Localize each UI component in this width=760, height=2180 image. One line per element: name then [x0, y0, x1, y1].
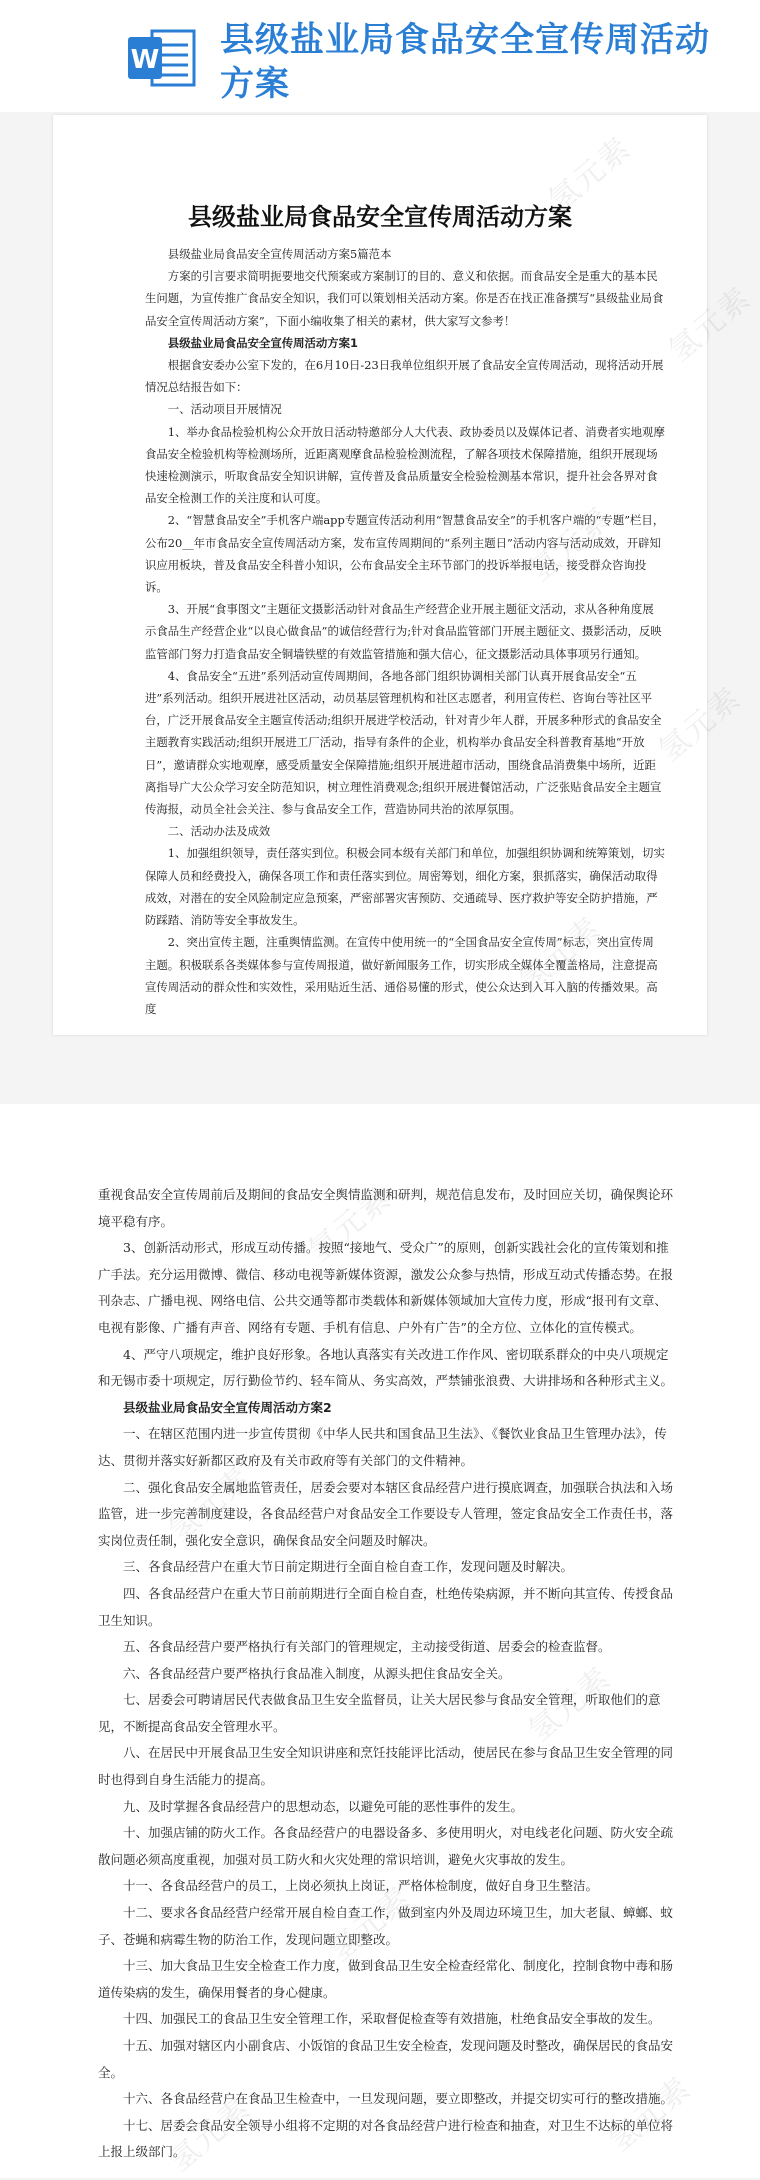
paragraph: 方案的引言要求简明扼要地交代预案或方案制订的目的、意义和依据。而食品安全是重大的基本民生问题，为宣传推广食品安全知识，我们可以策划相关活动方案。你是否在找正准备撰写“县级盐业局食品安全宣传周活动方案”，下面小编收集了相关的素材，供大家写文参考！ [145, 269, 664, 328]
paragraph: 3、创新活动形式，形成互动传播。按照“接地气、受众广”的原则，创新实践社会化的宣传策划和推广手法。充分运用微博、微信、移动电视等新媒体资源，激发公众参与热情，形成互动式传播态势。在报刊杂志、广播电视、网络电信、公共交通等都市类载体和新媒体领域加大宣传力度，形成“报刊有文章、电视有影像、广播有声音、网络有专题、手机有信息、户外有广告”的全方位、立体化的宣传模式。 [98, 1240, 674, 1335]
banner-title: 县级盐业局食品安全宣传周活动方案 [220, 20, 710, 104]
paragraph: 县级盐业局食品安全宣传周活动方案5篇范本 [167, 247, 392, 261]
paragraph: 五、各食品经营户要严格执行有关部门的管理规定，主动接受街道、居委会的检查监督。 [123, 1639, 611, 1655]
section-heading: 县级盐业局食品安全宣传周活动方案1 [167, 335, 358, 350]
watermark: 氢元素 [302, 1180, 399, 1269]
paragraph: 十五、加强对辖区内小副食店、小饭馆的食品卫生安全检查，发现问题及时整改，确保居民的食品安全。 [98, 2038, 674, 2080]
paragraph: 重视食品安全宣传周前后及期间的食品安全舆情监测和研判，规范信息发布，及时回应关切，确保舆论环境平稳有序。 [98, 1187, 674, 1229]
watermark: 氢元素 [162, 1460, 259, 1549]
watermark: 氢元素 [512, 910, 609, 999]
paragraph: 4、严守八项规定，维护良好形象。各地认真落实有关改进工作作风、密切联系群众的中央八项规定和无锡市委十项规定，厉行勤俭节约、轻车简从、务实高效，严禁铺张浪费、大讲排场和各种形式主义。 [98, 1346, 674, 1389]
paragraph: 十一、各食品经营户的员工，上岗必须执上岗证，严格体检制度，做好自身卫生整洁。 [123, 1878, 599, 1894]
paragraph: 4、食品安全“五进”系列活动宣传周期间，各地各部门组织协调相关部门认真开展食品安全“五进”系列活动。组织开展进社区活动，动员基层管理机构和社区志愿者，利用宣传栏、咨询台等社区平台，广泛开展食品安全主题宣传活动;组织开展进学校活动，针对青少年人群，开展多种形式的食品安全主题教育实践活动;组织开展进工厂活动，指导有条件的企业，机构举办食品安全科普教育基地“开放日”，邀请群众实地观摩，感受质量安全保障措施;组织开展进超市活动，围绕食品消费集中场所，近距离指导广大公众学习安全防范知识，树立理性消费观念;组织开展进餐馆活动，广泛张贴食品安全主题宣传海报，动员全社会关注、参与食品安全工作，营造协同共治的浓厚氛围。 [145, 668, 662, 817]
watermark: 氢元素 [602, 2070, 699, 2159]
watermark: 氢元素 [522, 1660, 619, 1749]
paragraph: 一、在辖区范围内进一步宣传贯彻《中华人民共和国食品卫生法》、《餐饮业食品卫生管理办法》，传达、贯彻并落实好新都区政府及有关市政府等有关部门的文件精神。 [98, 1426, 667, 1468]
svg-text:W: W [130, 45, 160, 75]
watermark: 氢元素 [542, 130, 639, 219]
paragraph: 四、各食品经营户在重大节日前前期进行全面自检自查，杜绝传染病源，并不断向其宣传、传授食品卫生知识。 [98, 1585, 674, 1628]
watermark: 氢元素 [322, 1880, 419, 1969]
paragraph: 2、突出宣传主题，注重舆情监测。在宣传中使用统一的“全国食品安全宣传周”标志，突出宣传周主题。积极联系各类媒体参与宣传周报道，做好新闻服务工作，切实形成全媒体全覆盖格局，注意提高宣传周活动的群众性和实效性，采用贴近生活、通俗易懂的形式，使公众达到入耳入脑的传播效果。高度 [145, 935, 658, 1016]
paragraph: 二、活动办法及成效 [167, 824, 271, 839]
paragraph: 六、各食品经营户要严格执行食品准入制度，从源头把住食品安全关。 [123, 1665, 511, 1681]
paragraph: 十三、加大食品卫生安全检查工作力度，做到食品卫生安全检查经常化、制度化，控制食物中毒和肠道传染病的发生，确保用餐者的身心健康。 [98, 1958, 674, 2000]
paragraph: 3、开展“食事图文”主题征文摄影活动针对食品生产经营企业开展主题征文活动，求从各种角度展示食品生产经营企业“以良心做食品”的诚信经营行为;针对食品监管部门开展主题征文、摄影活动，反映监管部门努力打造食品安全铜墙铁壁的有效监管措施和强大信心，征文摄影活动具体事项另行通知。 [145, 602, 662, 661]
paragraph: 十六、各食品经营户在食品卫生检查中，一旦发现问题，要立即整改，并提交切实可行的整改措施。 [123, 2091, 674, 2107]
paragraph: 十二、要求各食品经营户经常开展自检自查工作，做到室内外及周边环境卫生，加大老鼠、蟑螂、蚊子、苍蝇和病霉生物的防治工作，发现问题立即整改。 [98, 1905, 674, 1947]
paragraph: 1、举办食品检验机构公众开放日活动特邀部分人大代表、政协委员以及媒体记者、消费者实地观摩食品安全检验机构等检测场所，近距离观摩食品检验检测流程，了解各项技术保障措施，组织开展现场快速检测演示，听取食品安全知识讲解，宣传普及食品质量安全检验检测基本常识，提升社会各界对食品安全检测工作的关注度和认可度。 [145, 424, 665, 506]
paragraph: 十七、居委会食品安全领导小组将不定期的对各食品经营户进行检查和抽查，对卫生不达标的单位将上报上级部门。 [98, 2117, 674, 2160]
paragraph: 三、各食品经营户在重大节日前定期进行全面自检自查工作，发现问题及时解决。 [123, 1559, 574, 1575]
paragraph: 七、居委会可聘请居民代表做食品卫生安全监督员，让关大居民参与食品安全管理，听取他们的意见，不断提高食品安全管理水平。 [98, 1692, 661, 1734]
header-banner [0, 0, 760, 112]
page-gap [0, 1044, 760, 1104]
document-page-2 [0, 1104, 760, 2178]
paragraph: 2、“智慧食品安全”手机客户端app专题宣传活动利用“智慧食品安全”的手机客户端的“专题”栏目，公布20__年市食品安全宣传周活动方案，发布宣传周期间的“系列主题日”活动内容与活动成效，开辟知识应用板块，普及食品安全科普小知识，公布食品安全主环节部门的投诉举报电话，接受群众咨询投诉。 [145, 513, 665, 595]
paragraph: 一、活动项目开展情况 [167, 402, 282, 417]
paragraph: 九、及时掌握各食品经营户的思想动态，以避免可能的恶性事件的发生。 [123, 1798, 524, 1814]
document-page-1 [53, 115, 707, 1035]
watermark: 氢元素 [662, 280, 759, 369]
paragraph: 根据食安委办公室下发的，在6月10日-23日我单位组织开展了食品安全宣传周活动，现将活动开展情况总结报告如下： [145, 358, 664, 395]
watermark: 氢元素 [652, 680, 749, 769]
document-title: 县级盐业局食品安全宣传周活动方案 [188, 203, 572, 231]
paragraph: 十四、加强民工的食品卫生安全管理工作，采取督促检查等有效措施，杜绝食品安全事故的发生。 [123, 2011, 661, 2027]
watermark: 氢元素 [162, 2090, 259, 2179]
paragraph: 八、在居民中开展食品卫生安全知识讲座和烹饪技能评比活动，使居民在参与食品卫生安全管理的同时也得到自身生活能力的提高。 [98, 1745, 674, 1788]
word-document-icon [128, 27, 198, 89]
watermark: 氢元素 [522, 500, 619, 589]
page-1-body [145, 243, 665, 1020]
paragraph: 1、加强组织领导，责任落实到位。积极会同本级有关部门和单位，加强组织协调和统筹策划，切实保障人员和经费投入，确保各项工作和责任落实到位。周密筹划，细化方案，狠抓落实，确保活动取得成效，对潜在的安全风险制定应急预案，严密部署灾害预防、交通疏导、医疗救护等安全防护措施，严防踩踏、消防等安全事故发生。 [145, 846, 665, 928]
paragraph: 十、加强店铺的防火工作。各食品经营户的电器设备多、多使用明火，对电线老化问题、防火安全疏散问题必须高度重视，加强对员工防火和火灾处理的常识培训，避免火灾事故的发生。 [98, 1825, 674, 1867]
paragraph: 二、强化食品安全属地监管责任，居委会要对本辖区食品经营户进行摸底调查，加强联合执法和入场监管，进一步完善制度建设，各食品经营户对食品安全工作要设专人管理，签定食品安全工作责任书，落实岗位责任制，强化安全意识，确保食品安全问题及时解决。 [98, 1479, 674, 1548]
section-heading: 县级盐业局食品安全宣传周活动方案2 [123, 1399, 332, 1415]
